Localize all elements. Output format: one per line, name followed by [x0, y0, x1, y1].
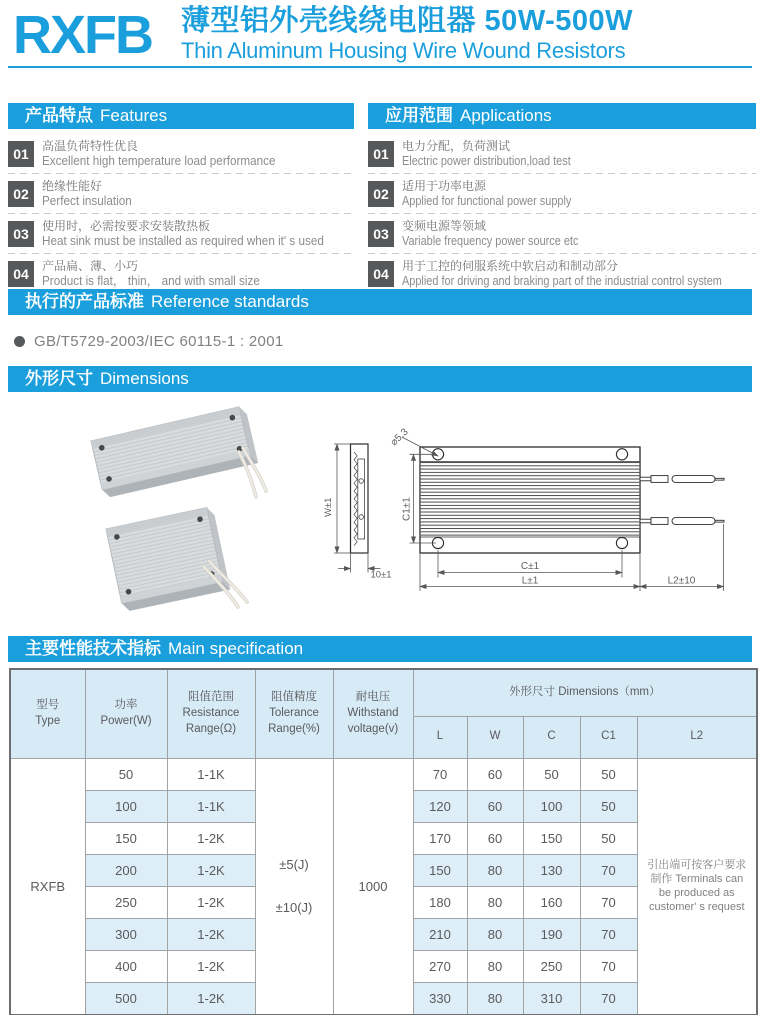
col-header-W: W [467, 716, 523, 758]
col-header-power: 功率 Power(W) [85, 669, 167, 758]
table-row [10, 758, 757, 790]
applications-list [368, 136, 756, 291]
feature-number-badge: 04 [8, 261, 34, 287]
cell-resistance: 1-1K [167, 758, 255, 790]
col-header-tolerance: 阻值精度 Tolerance Range(%) [255, 669, 333, 758]
col-header-L2: L2 [637, 716, 757, 758]
application-item [368, 136, 756, 171]
cell-C1: 70 [580, 982, 637, 1015]
dim-label-c1: C1±1 [401, 497, 413, 521]
feature-item [8, 136, 354, 171]
cell-power: 400 [85, 950, 167, 982]
cell-W: 80 [467, 886, 523, 918]
cell-C: 130 [523, 854, 580, 886]
standards-banner-en: Reference standards [151, 292, 309, 311]
feature-text-en: Excellent high temperature load performance [42, 153, 276, 168]
application-text-en: Electric power distribution,load test [402, 153, 571, 168]
cell-L: 170 [413, 822, 467, 854]
applications-banner-en: Applications [460, 106, 552, 125]
cell-power: 100 [85, 790, 167, 822]
cell-C1: 50 [580, 790, 637, 822]
dim-label-hole: ⌀5.3 [388, 426, 411, 449]
cell-L: 150 [413, 854, 467, 886]
col-header-C: C [523, 716, 580, 758]
application-text-cn: 用于工控的伺服系统中软启动和制动部分 [402, 259, 619, 273]
cell-C: 310 [523, 982, 580, 1015]
feature-number-badge: 02 [8, 181, 34, 207]
feature-item [8, 256, 354, 291]
cell-withstand: 1000 [333, 758, 413, 1015]
cell-C: 50 [523, 758, 580, 790]
application-item [368, 256, 756, 291]
application-text-en: Applied for driving and braking part of the industrial control system [402, 273, 722, 288]
col-header-dimensions-group: 外形尺寸 Dimensions（mm） [413, 669, 757, 716]
feature-text-en: Perfect insulation [42, 193, 132, 208]
col-header-C1: C1 [580, 716, 637, 758]
cell-W: 60 [467, 758, 523, 790]
feature-number-badge: 03 [8, 221, 34, 247]
cell-C1: 70 [580, 886, 637, 918]
application-number-badge: 04 [368, 261, 394, 287]
application-text-en: Applied for functional power supply [402, 193, 572, 208]
feature-item [8, 216, 354, 251]
cell-L: 70 [413, 758, 467, 790]
dashed-divider [8, 253, 354, 254]
feature-text-cn: 产品扁、薄、小巧 [42, 259, 139, 273]
page-title-en: Thin Aluminum Housing Wire Wound Resistors [181, 38, 626, 63]
spec-table [9, 668, 758, 1015]
col-header-type: 型号 Type [10, 669, 85, 758]
cell-l2-note: 引出端可按客户要求制作 Terminals can be produced as customer' s request [637, 758, 757, 1015]
features-banner [8, 103, 354, 129]
feature-number-badge: 01 [8, 141, 34, 167]
dashed-divider [368, 253, 756, 254]
cell-power: 50 [85, 758, 167, 790]
cell-C: 100 [523, 790, 580, 822]
feature-text-cn: 使用时，必需按要求安装散热板 [42, 219, 211, 233]
cell-L: 210 [413, 918, 467, 950]
cell-W: 80 [467, 854, 523, 886]
dimensions-banner [8, 366, 752, 392]
technical-drawing [323, 426, 724, 591]
brand-logo: RXFB [13, 5, 152, 65]
dim-label-w: W±1 [323, 497, 334, 517]
cell-C1: 50 [580, 822, 637, 854]
cell-power: 200 [85, 854, 167, 886]
spec-banner-cn: 主要性能技术指标 [25, 639, 161, 658]
application-number-badge: 02 [368, 181, 394, 207]
cell-C1: 50 [580, 758, 637, 790]
cell-C1: 70 [580, 854, 637, 886]
feature-text-cn: 绝缘性能好 [42, 179, 103, 193]
standards-banner-cn: 执行的产品标准 [25, 292, 144, 311]
features-list [8, 136, 354, 291]
cell-power: 500 [85, 982, 167, 1015]
spec-banner [8, 636, 752, 662]
application-number-badge: 03 [368, 221, 394, 247]
header-divider [8, 66, 752, 68]
dim-label-l2: L2±10 [667, 575, 696, 587]
cell-power: 250 [85, 886, 167, 918]
cell-power: 300 [85, 918, 167, 950]
application-number-badge: 01 [368, 141, 394, 167]
page-title [181, 5, 633, 64]
application-text-en: Variable frequency power source etc [402, 233, 579, 248]
application-item [368, 176, 756, 211]
cell-C: 250 [523, 950, 580, 982]
feature-text-en: Heat sink must be installed as required when it' s used [42, 233, 324, 248]
cell-W: 80 [467, 982, 523, 1015]
cell-C1: 70 [580, 918, 637, 950]
cell-C: 160 [523, 886, 580, 918]
cell-W: 60 [467, 822, 523, 854]
cell-type: RXFB [10, 758, 85, 1015]
feature-text-en: Product is flat， thin， and with small size [42, 273, 260, 288]
dimensions-banner-en: Dimensions [100, 369, 189, 388]
application-text-cn: 电力分配，负荷测试 [402, 139, 511, 153]
cell-resistance: 1-2K [167, 918, 255, 950]
dim-label-l: L±1 [521, 575, 539, 587]
col-header-L: L [413, 716, 467, 758]
cell-C: 150 [523, 822, 580, 854]
spec-banner-en: Main specification [168, 639, 304, 658]
dashed-divider [368, 173, 756, 174]
cell-resistance: 1-2K [167, 886, 255, 918]
cell-W: 80 [467, 918, 523, 950]
cell-L: 180 [413, 886, 467, 918]
cell-tolerance: ±5(J) ±10(J) [255, 758, 333, 1015]
cell-resistance: 1-2K [167, 822, 255, 854]
application-item [368, 216, 756, 251]
cell-L: 270 [413, 950, 467, 982]
cell-L: 120 [413, 790, 467, 822]
cell-resistance: 1-2K [167, 854, 255, 886]
features-banner-en: Features [100, 106, 168, 125]
dashed-divider [368, 213, 756, 214]
standards-banner [8, 289, 752, 315]
dim-label-c: C±1 [520, 561, 540, 572]
applications-banner [368, 103, 756, 129]
page-title-cn: 薄型铝外壳线绕电阻器 50W-500W [181, 5, 634, 37]
dashed-divider [8, 173, 354, 174]
dimensions-banner-cn: 外形尺寸 [25, 369, 93, 388]
bullet-icon [14, 336, 25, 347]
cell-C: 190 [523, 918, 580, 950]
cell-W: 80 [467, 950, 523, 982]
cell-resistance: 1-2K [167, 982, 255, 1015]
dim-label-thickness: 10±1 [370, 569, 392, 581]
dimensions-figure [0, 396, 760, 632]
col-header-withstand: 耐电压 Withstand voltage(v) [333, 669, 413, 758]
product-photo-square [106, 506, 247, 612]
product-photo-long [91, 405, 266, 498]
features-banner-cn: 产品特点 [25, 106, 93, 125]
dashed-divider [8, 213, 354, 214]
application-text-cn: 变频电源等领域 [402, 219, 487, 233]
standard-item [14, 333, 283, 350]
cell-power: 150 [85, 822, 167, 854]
cell-resistance: 1-2K [167, 950, 255, 982]
applications-banner-cn: 应用范围 [385, 106, 453, 125]
feature-item [8, 176, 354, 211]
standard-text: GB/T5729-2003/IEC 60115-1 : 2001 [34, 333, 284, 350]
cell-W: 60 [467, 790, 523, 822]
col-header-resistance: 阻值范围 Resistance Range(Ω) [167, 669, 255, 758]
cell-C1: 70 [580, 950, 637, 982]
feature-text-cn: 高温负荷特性优良 [42, 139, 139, 153]
cell-L: 330 [413, 982, 467, 1015]
application-text-cn: 适用于功率电源 [402, 179, 487, 193]
cell-resistance: 1-1K [167, 790, 255, 822]
